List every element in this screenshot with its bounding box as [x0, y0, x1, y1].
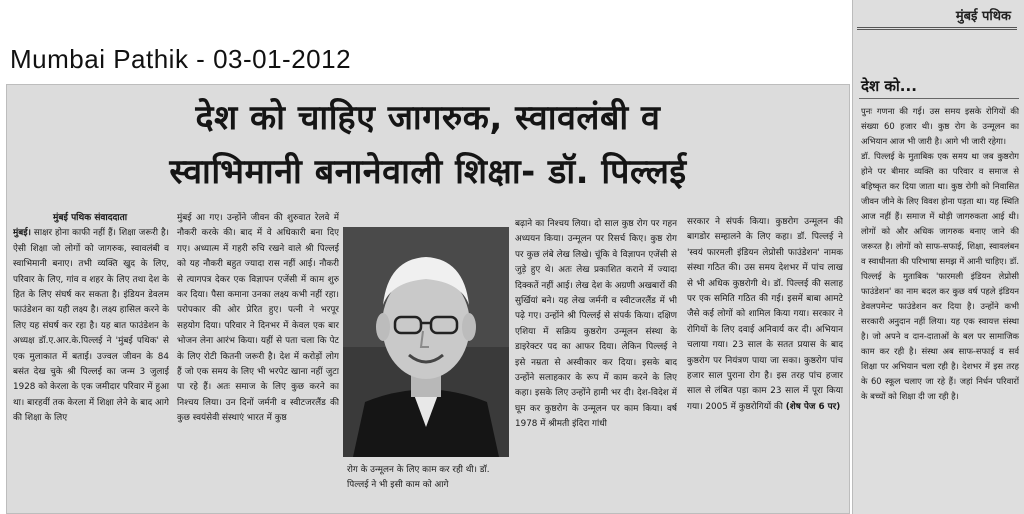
- continuation-paragraph-2: डॉ. पिल्लई के मुताबिक एक समय था जब कुष्ठरोग होने पर बीमार व्यक्ति का परिवार व समाज से बहिष्कृत कर दिया जाता था। कुष्ठ रोगी को निवासित जीवन जीने के लिए विवश होना पड़ता था। यह स्थिति आज नहीं हैं। समाज में थोड़ी जागरुकता आई थी। लोगों को और अधिक जागरुक बनाए जाने की जरूरत है। लोगों को साफ-सफाई, शिक्षा, स्वावलंबन व स्वाधीनता की परिभाषा समझ में आनी चाहिए। डॉ. पिल्लई के मुताबिक 'फारमली इंडियन लेप्रोसी फाउंडेशन' का नाम बदल कर कुछ वर्ष पहले इंडियन डेवलपमेन्ट फाउंडेशन कर दिया है। उन्होंने कभी सरकारी अनुदान नहीं लिया। यह एक स्वायत्त संस्था है। जो अपने व दान-दाताओं के बल पर सामाजिक काम कर रही है। संस्था अब साफ-सफाई व सर्व शिक्षा पर अभियान चला रही है। देशभर में इस तरह के 60 स्कूल चलाए जा रहे हैं। जहां निर्धन परिवारों के बच्चों को शिक्षा दी जा रही है।: [861, 151, 1019, 401]
- portrait-illustration: [343, 227, 509, 457]
- headline: [17, 91, 839, 199]
- article-column-1: [13, 211, 169, 511]
- headline-line-1: देश को चाहिए जागरुक, स्वावलंबी व: [195, 98, 661, 138]
- dateline: मुंबई।: [13, 228, 31, 239]
- headline-line-2: स्वाभिमानी बनानेवाली शिक्षा- डॉ. पिल्लई: [169, 152, 687, 192]
- clipping-caption: Mumbai Pathik - 03-01-2012: [10, 44, 352, 74]
- column-1-text: साक्षर होना काफी नहीं हैं। शिक्षा जरूरी है। ऐसी शिक्षा जो लोगों को जागरुक, स्वावलंबी व स्वाभिमानी बनाए। तभी व्यक्ति खुद के लिए, परिवार के लिए, गांव व शहर के लिए तथा देश के हित के लिए संघर्ष कर सकता है। इंडियन डेवलम फाउंडेशन का यही लक्ष्य है। लक्ष्य हासिल करने के लिए यह संघर्ष कर रहा है। यह बात फाउंडेशन के अध्यक्ष डॉ.ए.आर.के.पिल्लई ने 'मुंबई पथिक' से एक मुलाकात में बताई। उज्वल जीवन के 84 बसंत देख चुके श्री पिल्लई का जन्म 3 जुलाई 1928 को केरला के एक जमीदार परिवार में हुआ था। बारहवीं तक केरला में शिक्षा लेने के बाद आगे की शिक्षा के लिए: [13, 228, 169, 424]
- side-newspaper-clipping: [852, 0, 1024, 514]
- main-newspaper-clipping: [6, 84, 850, 514]
- continuation-paragraph-1: पुनः गणना की गई। उस समय इसके रोगियों की संख्या 60 हजार थी। कुष्ठ रोग के उन्मूलन का अभियान आज भी जारी है। आगे भी जारी रहेगा।: [861, 106, 1019, 146]
- article-column-4: [687, 215, 843, 514]
- title-divider: [859, 98, 1019, 99]
- photo-caption: रोग के उन्मूलन के लिए काम कर रही थी। डॉ. पिल्लई ने भी इसी काम को आगे: [347, 465, 490, 491]
- continuation-title: देश को...: [861, 77, 917, 95]
- byline: मुंबई पथिक संवाददाता: [53, 213, 128, 223]
- newspaper-masthead: मुंबई पथिक: [857, 4, 1017, 30]
- article-column-3: [515, 217, 677, 514]
- article-column-2: [177, 211, 339, 511]
- column-3-text: बढ़ाने का निश्चय लिया। दो साल कुष्ठ रोग पर गहन अध्ययन किया। उन्मूलन पर रिसर्च किए। कुष्ठ रोग पर कुछ लंबे लेख लिखे। चूंकि वे विज्ञापन एजेंसी से जुड़े हुए थे। अतः लेख प्रकाशित कराने में ज्यादा दिक्कतें नहीं आई। लेख देश के अग्रणी अखबारों की सुर्खियां बने। यह लेख जर्मनी व स्वीटजरलैंड में भी पढ़े गए। उन्होंने श्री पिल्लई से संपर्क किया। दक्षिण एशिया में सक्रिय कुष्ठरोग उन्मूलन संस्था के डाइरेक्टर पद का आफर दिया। लेकिन पिल्लई ने इसे नम्रता से अस्वीकार कर दिया। इसके बाद उन्होंने सलाहकार के रूप में काम करने के लिए कहा। इसके लिए उन्होंने हामी भर दी। देश-विदेश में घूम कर कुष्ठरोग के उन्मूलन पर काम किया। वर्ष 1978 में श्रीमती इंदिरा गांधी: [515, 219, 677, 430]
- column-4-text: सरकार ने संपर्क किया। कुष्ठरोग उन्मूलन की बागडोर सम्हालने के लिए कहा। डॉ. पिल्लई ने 'स्वयं फारमली इंडियन लेप्रोसी फाउंडेशन' नामक संस्था गठित की। उस समय देशभर में पांच लाख से भी अधिक कुष्ठरोगी थे। डॉ. पिल्लई की सलाह पर एक समिति गठित की गई। इसमें बाबा आमटे जैसे कई लोगों को शामिल किया गया। सरकार ने रोगियों के लिए दवाई अनिवार्य कर दी। अभियान चलाया गया। 23 साल के सतत प्रयास के बाद कुष्ठरोग पर नियंत्रण पाया जा सका। कुष्ठरोग पांच हजार साल पुराना रोग है। इस तरह पांच हजार साल से लंबित पड़ा काम 23 साल में पूरा किया गया। 2005 में कुष्ठरोगियों की: [687, 217, 843, 412]
- column-2-text: मुंबई आ गए। उन्होंने जीवन की शुरुवात रेलवे में नौकरी करके की। बाद में वे अधिकारी बना दिए गए। अध्यात्म में गहरी रुचि रखने वाले श्री पिल्लई को यह नौकरी बहुत ज्यादा रास नहीं आई। नौकरी से त्यागपत्र देकर एक विज्ञापन एजेंसी में काम शुरु कर दिया। पैसा कमाना उनका लक्ष्य कभी नहीं रहा। परोपकार की ओर प्रेरित हुए। पत्नी ने भरपूर सहयोग दिया। परिवार ने दिनभर में केवल एक बार भोजन लेना आरंभ किया। यहीं से पता चला कि पेट के लिए रोटी कितनी जरूरी है। देश में करोड़ों लोग हैं जो एक समय के लिए भी भरपेट खाना नहीं जुटा पा रहे हैं। अतः समाज के लिए कुछ करने का निश्चय लिया। उन दिनों जर्मनी व स्वीटजरलैंड की कुछ स्वयंसेवी संस्थाएं भारत में कुष्ठ: [177, 213, 339, 424]
- continuation-text: [861, 104, 1019, 508]
- portrait-photo: [343, 227, 509, 457]
- continued-note: (शेष पेज 6 पर): [785, 401, 841, 412]
